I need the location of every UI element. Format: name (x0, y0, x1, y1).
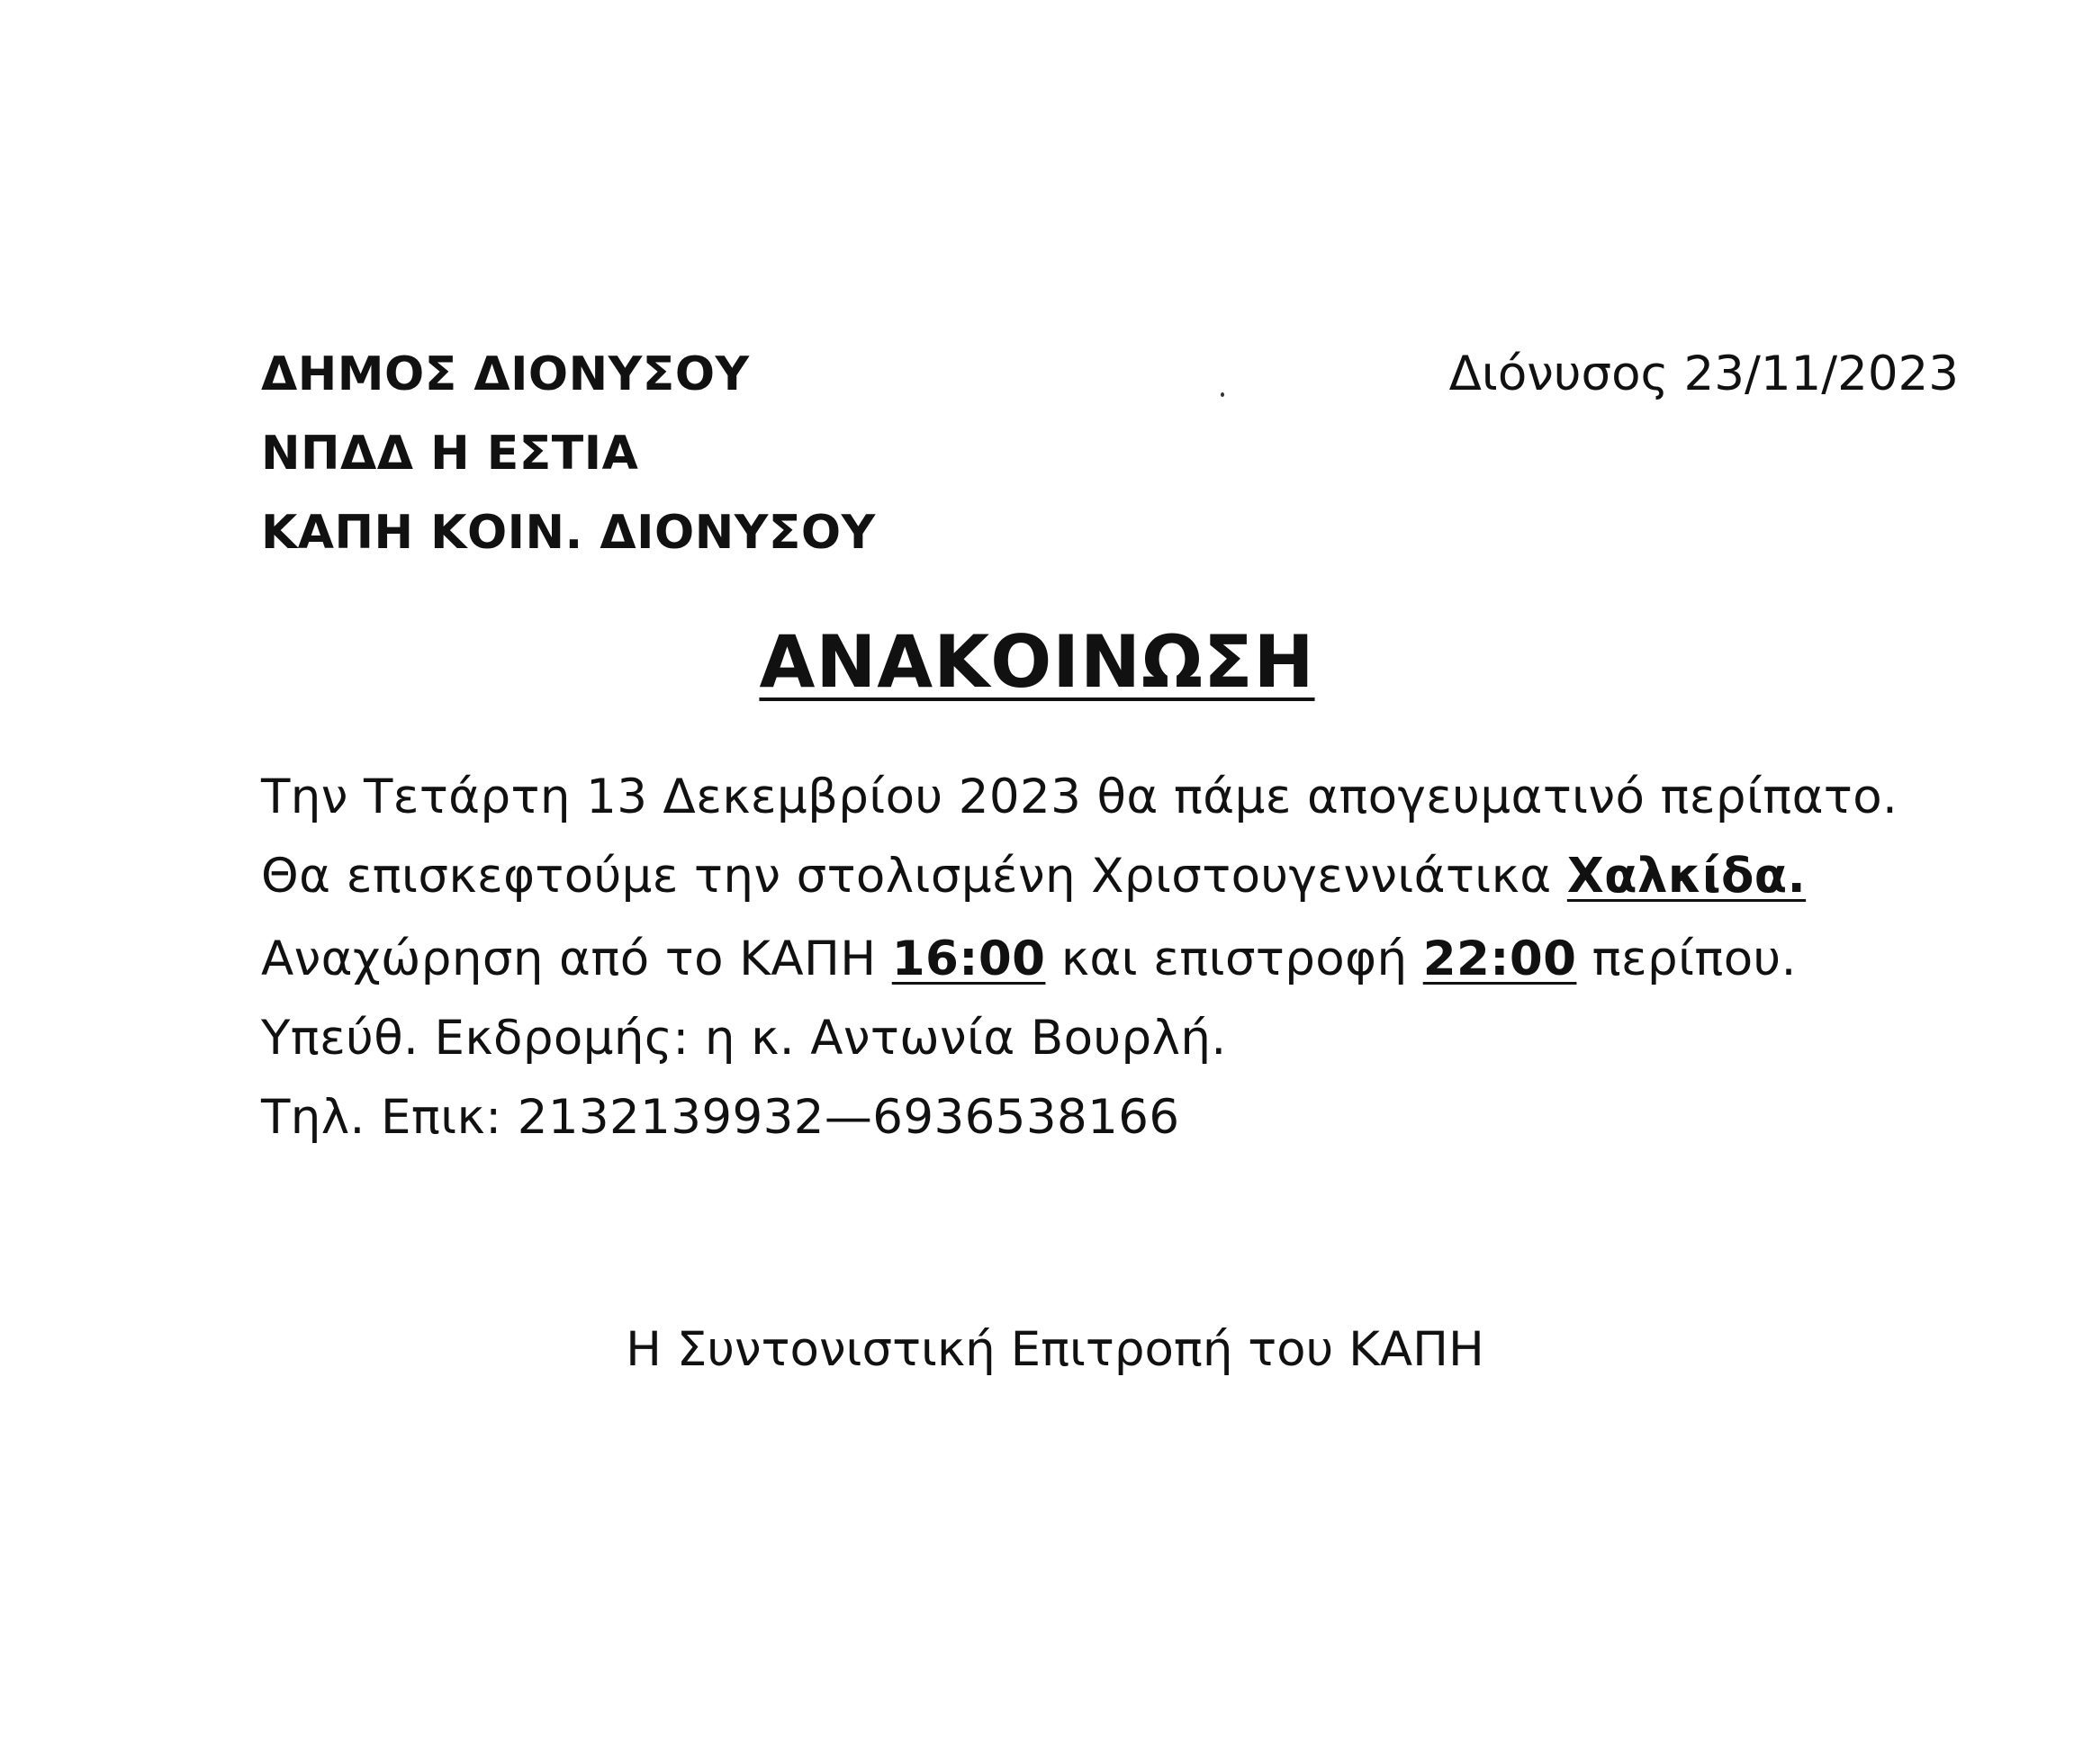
departure-text: Αναχώρηση από το ΚΑΠΗ (261, 932, 892, 986)
destination-text: Θα επισκεφτούμε την στολισμένη Χριστουγεννιάτικα (261, 849, 1567, 904)
org-line-municipality: ΔΗΜΟΣ ΔΙΟΝΥΣΟΥ (261, 347, 750, 401)
return-text: και επιστροφή (1045, 932, 1423, 986)
body-line-organizer: Υπεύθ. Εκδρομής: η κ. Αντωνία Βουρλή. (261, 1011, 1227, 1066)
approx-text: περίπου. (1576, 932, 1797, 986)
announcement-body (261, 758, 1898, 1157)
body-line-schedule (261, 920, 1898, 999)
body-line-date: Την Τετάρτη 13 Δεκεμβρίου 2023 θα πάμε απογευματινό περίπατο. (261, 770, 1898, 824)
departure-time: 16:00 (891, 932, 1046, 986)
return-time: 22:00 (1422, 932, 1577, 986)
org-line-kapi: ΚΑΠΗ ΚΟΙΝ. ΔΙΟΝΥΣΟΥ (261, 506, 876, 560)
scan-speck (1221, 392, 1224, 397)
org-line-entity: ΝΠΔΔ Η ΕΣΤΙΑ (261, 427, 639, 481)
body-line-phone: Τηλ. Επικ: 2132139932—6936538166 (261, 1090, 1180, 1145)
organization-header (261, 335, 876, 572)
document-date: Διόνυσος 23/11/2023 (1448, 346, 1959, 401)
destination-place: Χαλκίδα. (1566, 849, 1807, 904)
body-line-destination (261, 837, 1898, 916)
document-title: ΑΝΑΚΟΙΝΩΣΗ (759, 620, 1315, 704)
signature-line: Η Συντονιστική Επιτροπή του ΚΑΠΗ (626, 1322, 1484, 1377)
